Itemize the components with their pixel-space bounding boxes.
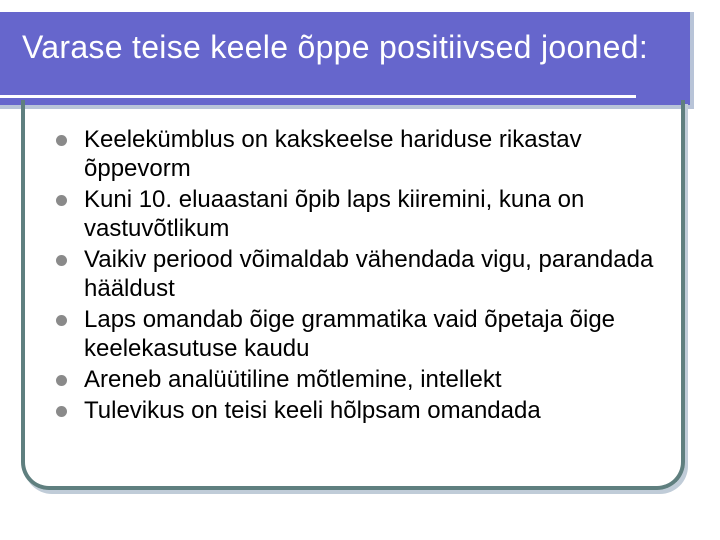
slide-title: Varase teise keele õppe positiivsed jooned: xyxy=(22,29,649,65)
bullet-item xyxy=(56,305,676,363)
bullet-item xyxy=(56,185,676,243)
bullet-text: Keelekümblus on kakskeelse hariduse rikastav õppevorm xyxy=(84,126,582,182)
bullet-item xyxy=(56,365,676,394)
bullet-item xyxy=(56,125,676,183)
bullet-dot-icon xyxy=(56,195,67,206)
bullet-dot-icon xyxy=(56,135,67,146)
bullet-dot-icon xyxy=(56,315,67,326)
bullet-item xyxy=(56,245,676,303)
bullet-item xyxy=(56,396,676,425)
bullet-dot-icon xyxy=(56,375,67,386)
bullet-dot-icon xyxy=(56,406,67,417)
bullet-text: Laps omandab õige grammatika vaid õpetaja õige keelekasutuse kaudu xyxy=(84,306,616,362)
bullet-dot-icon xyxy=(56,255,67,266)
bullet-text: Tulevikus on teisi keeli hõlpsam omandada xyxy=(84,397,541,424)
bullet-text: Areneb analüütiline mõtlemine, intellekt xyxy=(84,366,502,393)
bullet-text: Vaikiv periood võimaldab vähendada vigu, parandada hääldust xyxy=(84,246,654,302)
bullet-text: Kuni 10. eluaastani õpib laps kiiremini, kuna on vastuvõtlikum xyxy=(84,186,585,242)
bullet-list xyxy=(56,125,676,427)
title-underline xyxy=(0,95,636,98)
